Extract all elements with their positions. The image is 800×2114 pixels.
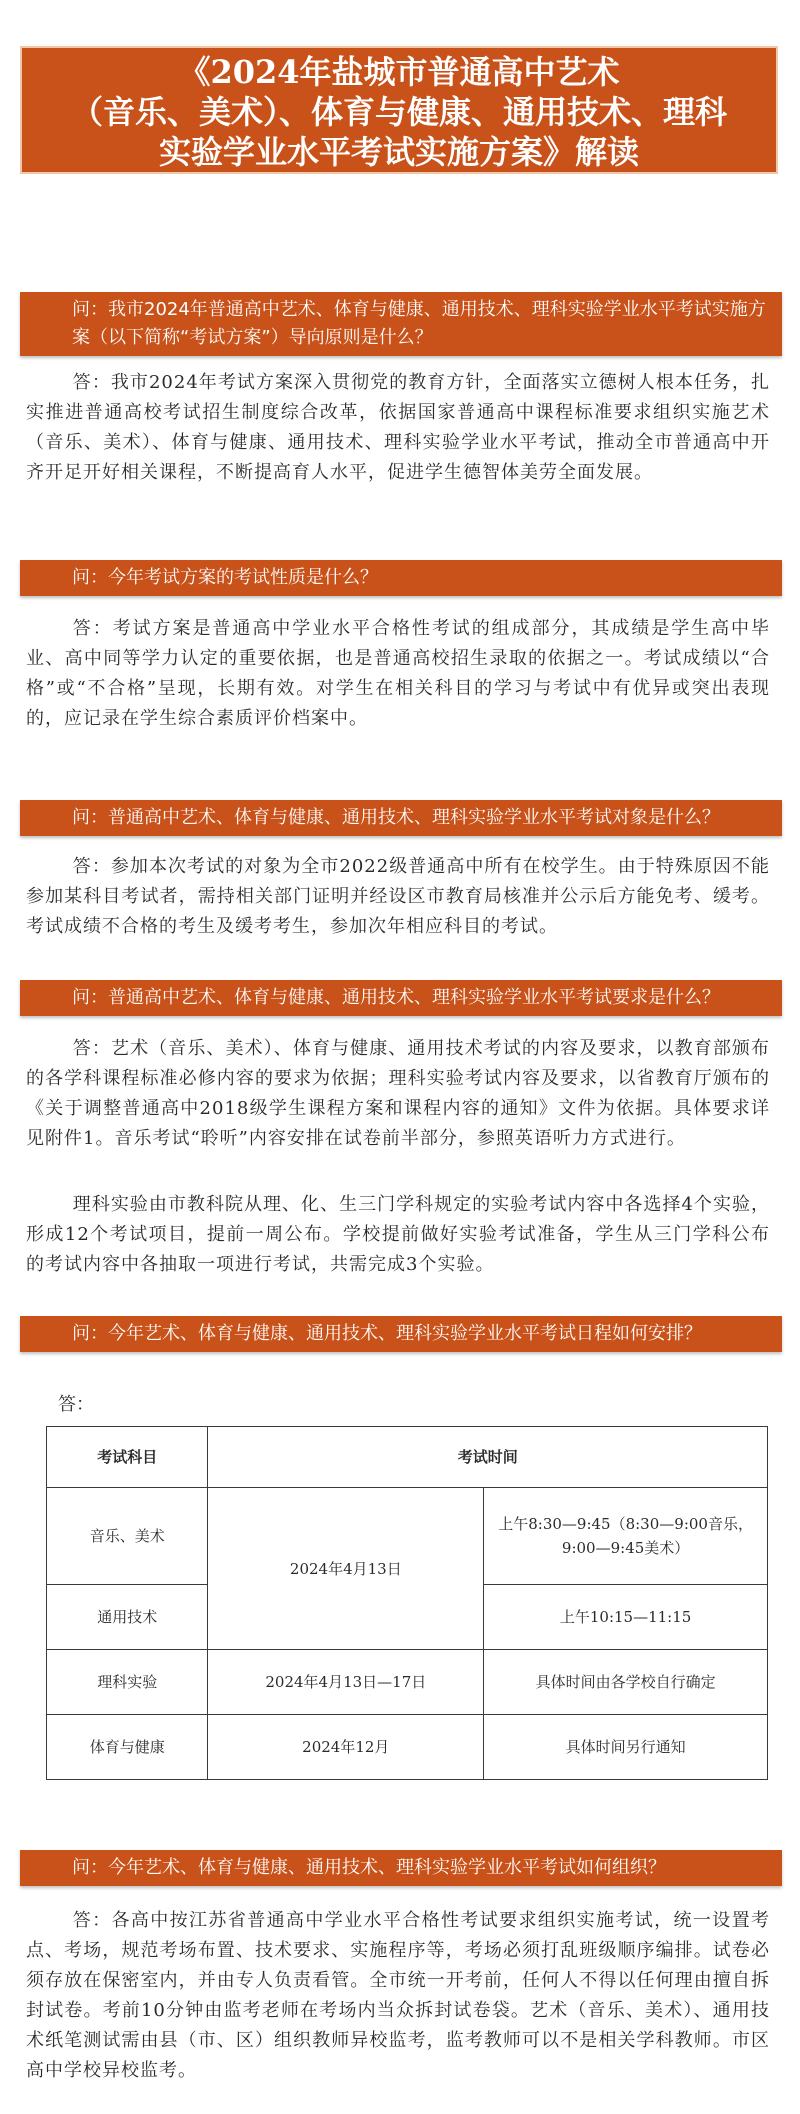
- answer-1: 答：我市2024年考试方案深入贯彻党的教育方针，全面落实立德树人根本任务，扎实推进普通高校考试招生制度综合改革，依据国家普通高中课程标准要求组织实施艺术（音乐、美术）、体育与健康、通用技术、理科实验学业水平考试，推动全市普通高中开齐开足开好相关课程，不断提高育人水平，促进学生德智体美劳全面发展。: [26, 372, 770, 483]
- cell-time: 上午10:15—11:15: [484, 1585, 768, 1650]
- header-subject: 考试科目: [47, 1427, 208, 1488]
- answer-4-p2: 理科实验由市教科院从理、化、生三门学科规定的实验考试内容中各选择4个实验，形成12个考试项目，提前一周公布。学校提前做好实验考试准备，学生从三门学科公布的考试内容中各抽取一项进行考试，共需完成3个实验。: [26, 1194, 770, 1275]
- cell-time: 具体时间另行通知: [484, 1715, 768, 1780]
- cell-time: 具体时间由各学校自行确定: [484, 1650, 768, 1715]
- cell-date: 2024年4月13日—17日: [208, 1650, 484, 1715]
- cell-time: 上午8:30—9:45（8:30—9:00音乐，9:00—9:45美术）: [484, 1488, 768, 1585]
- table-row: [47, 1715, 768, 1780]
- question-4: 问：普通高中艺术、体育与健康、通用技术、理科实验学业水平考试要求是什么？: [20, 980, 782, 1016]
- question-1: 问：我市2024年普通高中艺术、体育与健康、通用技术、理科实验学业水平考试实施方案（以下简称“考试方案”）导向原则是什么？: [20, 292, 782, 356]
- table-header-row: [47, 1427, 768, 1488]
- answer-6: 答：各高中按江苏省普通高中学业水平合格性考试要求组织实施考试，统一设置考点、考场，规范考场布置、技术要求、实施程序等，考场必须打乱班级顺序编排。试卷必须存放在保密室内，并由专人负责看管。全市统一开考前，任何人不得以任何理由擅自拆封试卷。考前10分钟由监考老师在考场内当众拆封试卷袋。艺术（音乐、美术）、通用技术纸笔测试需由县（市、区）组织教师异校监考，监考教师可以不是相关学科教师。市区高中学校异校监考。: [26, 1910, 770, 2081]
- question-6: 问：今年艺术、体育与健康、通用技术、理科实验学业水平考试如何组织？: [20, 1850, 782, 1886]
- title-line-1: 《2024年盐城市普通高中艺术: [178, 53, 620, 91]
- cell-subject: 通用技术: [47, 1585, 208, 1650]
- question-2: 问：今年考试方案的考试性质是什么？: [20, 560, 782, 596]
- exam-schedule-table: [46, 1426, 768, 1780]
- title-line-2: （音乐、美术）、体育与健康、通用技术、理科: [70, 93, 727, 131]
- cell-subject: 体育与健康: [47, 1715, 208, 1780]
- cell-date: 2024年4月13日: [208, 1488, 484, 1650]
- title-line-3: 实验学业水平考试实施方案》解读: [158, 133, 639, 171]
- answer-3: 答：参加本次考试的对象为全市2022级普通高中所有在校学生。由于特殊原因不能参加某科目考试者，需持相关部门证明并经设区市教育局核准并公示后方能免考、缓考。考试成绩不合格的考生及缓考考生，参加次年相应科目的考试。: [26, 856, 770, 937]
- cell-subject: 音乐、美术: [47, 1488, 208, 1585]
- page-title: [20, 46, 778, 174]
- table-row: [47, 1488, 768, 1585]
- answer-4-p1: 答：艺术（音乐、美术）、体育与健康、通用技术考试的内容及要求，以教育部颁布的各学科课程标准必修内容的要求为依据；理科实验考试内容及要求，以省教育厅颁布的《关于调整普通高中2018级学生课程方案和课程内容的通知》文件为依据。具体要求详见附件1。音乐考试“聆听”内容安排在试卷前半部分，参照英语听力方式进行。: [26, 1038, 770, 1149]
- cell-subject: 理科实验: [47, 1650, 208, 1715]
- question-3: 问：普通高中艺术、体育与健康、通用技术、理科实验学业水平考试对象是什么？: [20, 800, 782, 836]
- answer-2: 答：考试方案是普通高中学业水平合格性考试的组成部分，其成绩是学生高中毕业、高中同等学力认定的重要依据，也是普通高校招生录取的依据之一。考试成绩以“合格”或“不合格”呈现，长期有效。对学生在相关科目的学习与考试中有优异或突出表现的，应记录在学生综合素质评价档案中。: [26, 618, 770, 729]
- answer-5-label: 答：: [58, 1394, 94, 1415]
- question-5: 问：今年艺术、体育与健康、通用技术、理科实验学业水平考试日程如何安排？: [20, 1316, 782, 1352]
- table-row: [47, 1650, 768, 1715]
- header-time: 考试时间: [208, 1427, 768, 1488]
- cell-date: 2024年12月: [208, 1715, 484, 1780]
